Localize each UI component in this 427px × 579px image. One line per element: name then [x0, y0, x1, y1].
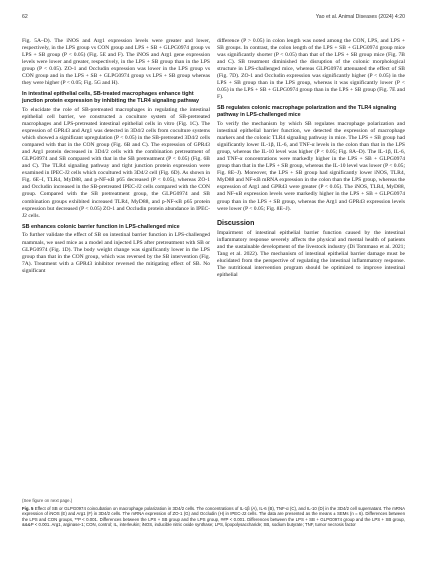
discussion-heading: Discussion: [217, 219, 255, 227]
caption-continued-note: (See figure on next page.): [22, 498, 73, 503]
right-column: [217, 38, 405, 283]
figure-caption: [22, 498, 405, 528]
figure-label: Fig. 5: [22, 505, 35, 511]
paragraph: difference (P > 0.05) in colon length was noted among the CON, LPS, and LPS + SB groups. In contrast, the colon length of the LPS + SB + GLPG0974 group mice was significantly shorter (P < 0.05) than that of the LPS + SB group mice (Fig. 7B and C). SB treatment diminished the disruption of the colonic morphological structure in LPS-challenged mice, whereas GLPG0974 attenuated the effect of SB (Fig. 7D). ZO-1 and Occludin expression was significantly higher (P < 0.05) in the LPS + SB group than in the LPS group, whereas it was significantly lower (P < 0.05) in the LPS + SB + GLPG0974 group than in the LPS + SB group (Fig. 7E and F).: [217, 38, 405, 101]
running-header: [22, 14, 405, 24]
paragraph: To verify the mechanism by which SB regulates macrophage polarization and intestinal epithelial barrier function, we detected the expression of macrophage markers and the colonic TLR4 signaling pathway in mice. The LPS + SB group had significantly lower IL-1β, IL-6, and TNF-α levels in the colon than that in the LPS group, whereas the IL-10 level was higher (P < 0.05; Fig. 8A–D). The IL-1β, IL-6, and TNF-α concentrations were markedly higher in the LPS + SB + GLPG0974 group than that in the LPS + SB group, whereas the IL-10 level was lower (P < 0.05; Fig. 8E–J). Moreover, the LPS + SB group had significantly lower iNOS, TLR4, MyD88 and NF-κB mRNA expression in the colon than the LPS group, whereas the expression of Arg1 and GPR43 were greater (P < 0.05). The iNOS, TLR4, MyD88, and NF-κB expression levels were markedly higher in the LPS + SB + GLPG0974 group than in the LPS + SB group, whereas the Arg1 and GPR43 expression levels were lower (P < 0.05; Fig. 8E–J).: [217, 121, 405, 212]
left-column: [22, 38, 210, 279]
paragraph: Impairment of intestinal epithelial barrier function caused by the intestinal inflammatory response severely affects the physical and mental health of patients and the sustainable development of the livestock industry (Di Tommaso et al. 2021; Tang et al. 2022). The mechanism of intestinal epithelial barrier damage must be elucidated from the perspective of regulating the intestinal inflammatory response. The nutritional intervention program should be optimized to improve intestinal epithelial: [217, 229, 405, 278]
page-number: 62: [22, 14, 28, 20]
paragraph: Fig. 5A–D). The iNOS and Arg1 expression levels were greater and lower, respectively, in the LPS group vs CON group and LPS + SB + GLPG0974 group vs LPS + SB group (P < 0.05) (Fig. 5E and F). The iNOS and Arg1 gene expression levels were lower and greater, respectively, in the LPS + SB group than in the LPS group (P < 0.05). ZO-1 and Occludin expression was lower in the LPS group vs CON group and in the LPS + SB + GLPG0974 group vs LPS + SB group whereas they were higher (P < 0.05; Fig. 5G and H).: [22, 38, 210, 87]
section-heading: SB regulates colonic macrophage polarization and the TLR4 signaling pathway in LPS-challenged mice: [217, 105, 397, 119]
caption-text: Effect of SB or GLPG0974 coincubation on macrophage polarization in 3D4/2 cells. The concentrations of IL-1β (A), IL-6 (B), TNF-α (C), and IL-10 (D) in the 3D4/2 cell supernatant. The mRNA expression of iNOS (E) and Arg1 (F) in 3D4/2 cells. The mRNA expression of ZO-1 (G) and Occludin (H) in IPEC-J2 cells. The data are presented as the means ± SEMs (n = 6). Differences between the LPS and CON groups, **P < 0.001. Differences between the LPS + SB group and the LPS group, ##P < 0.001. Differences between the LPS + SB + GLPG0974 group and the LPS + SB group, &&&P < 0.001. Arg1, arginase-1; CON, control; IL, interleukin; iNOS, inducible nitric oxide synthase; LPS, lipopolysaccharide; SB, sodium butyrate; TNF, tumor necrosis factor: [22, 505, 405, 528]
paragraph: To further validate the effect of SB on intestinal barrier function in LPS-challenged mammals, we used mice as a model and injected LPS after pretreatment with SB or GLPG0974 (Fig. 1D). The body weight change was significantly lower in the LPS group than that in the CON group, which was reversed by the SB intervention (Fig. 7A). Treatment with a GPR43 inhibitor reversed the mitigating effect of SB. No significant: [22, 232, 210, 274]
paragraph: To elucidate the role of SB-pretreated macrophages in regulating the intestinal epithelial cell barrier, we constructed a coculture system of SB-pretreated macrophages and LPS-pretreated intestinal epithelial cells in vitro (Fig. 1C). The expression of GPR43 and Arg1 was detected in 3D4/2 cells from coculture systems which showed a significant upregulation (P < 0.05) in the SB-pretreated 3D4/2 cells compared with that in the CON group (Fig. 6B and C). The expression of GPR43 and Arg1 protein decreased in 3D4/2 cells with the combination pretreatment of GLPG0974 and SB compared with that in the SB pretreatment (P < 0.05) (Fig. 6B and C). The TLR4 signaling pathway and tight junction protein expression were examined in IPEC-J2 cells which cocultured with 3D4/2 cell (Fig. 6D). As shown in Fig. 6E–I, TLR4, MyD88, and p-NF-κB p65 decreased (P < 0.05), whereas ZO-1 and Occludin increased in the SB-pretreated IPEC-J2 cells compared with the CON group. Compared with the SB pretreatment group, the GLPG0974 and SB combination groups exhibited increased TLR4, MyD88, and p-NF-κB p65 protein expression but decreased (P < 0.05) ZO-1 and Occludin protein abundance in IPEC-J2 cells.: [22, 106, 210, 219]
section-heading: SB enhances colonic barrier function in LPS-challenged mice: [22, 223, 180, 230]
section-heading: In intestinal epithelial cells, SB-treated macrophages enhance tight junction protein expression by inhibiting the TLR4 signaling pathway: [22, 91, 200, 105]
running-head: Yao et al. Animal Diseases (2024) 4:20: [315, 14, 405, 20]
